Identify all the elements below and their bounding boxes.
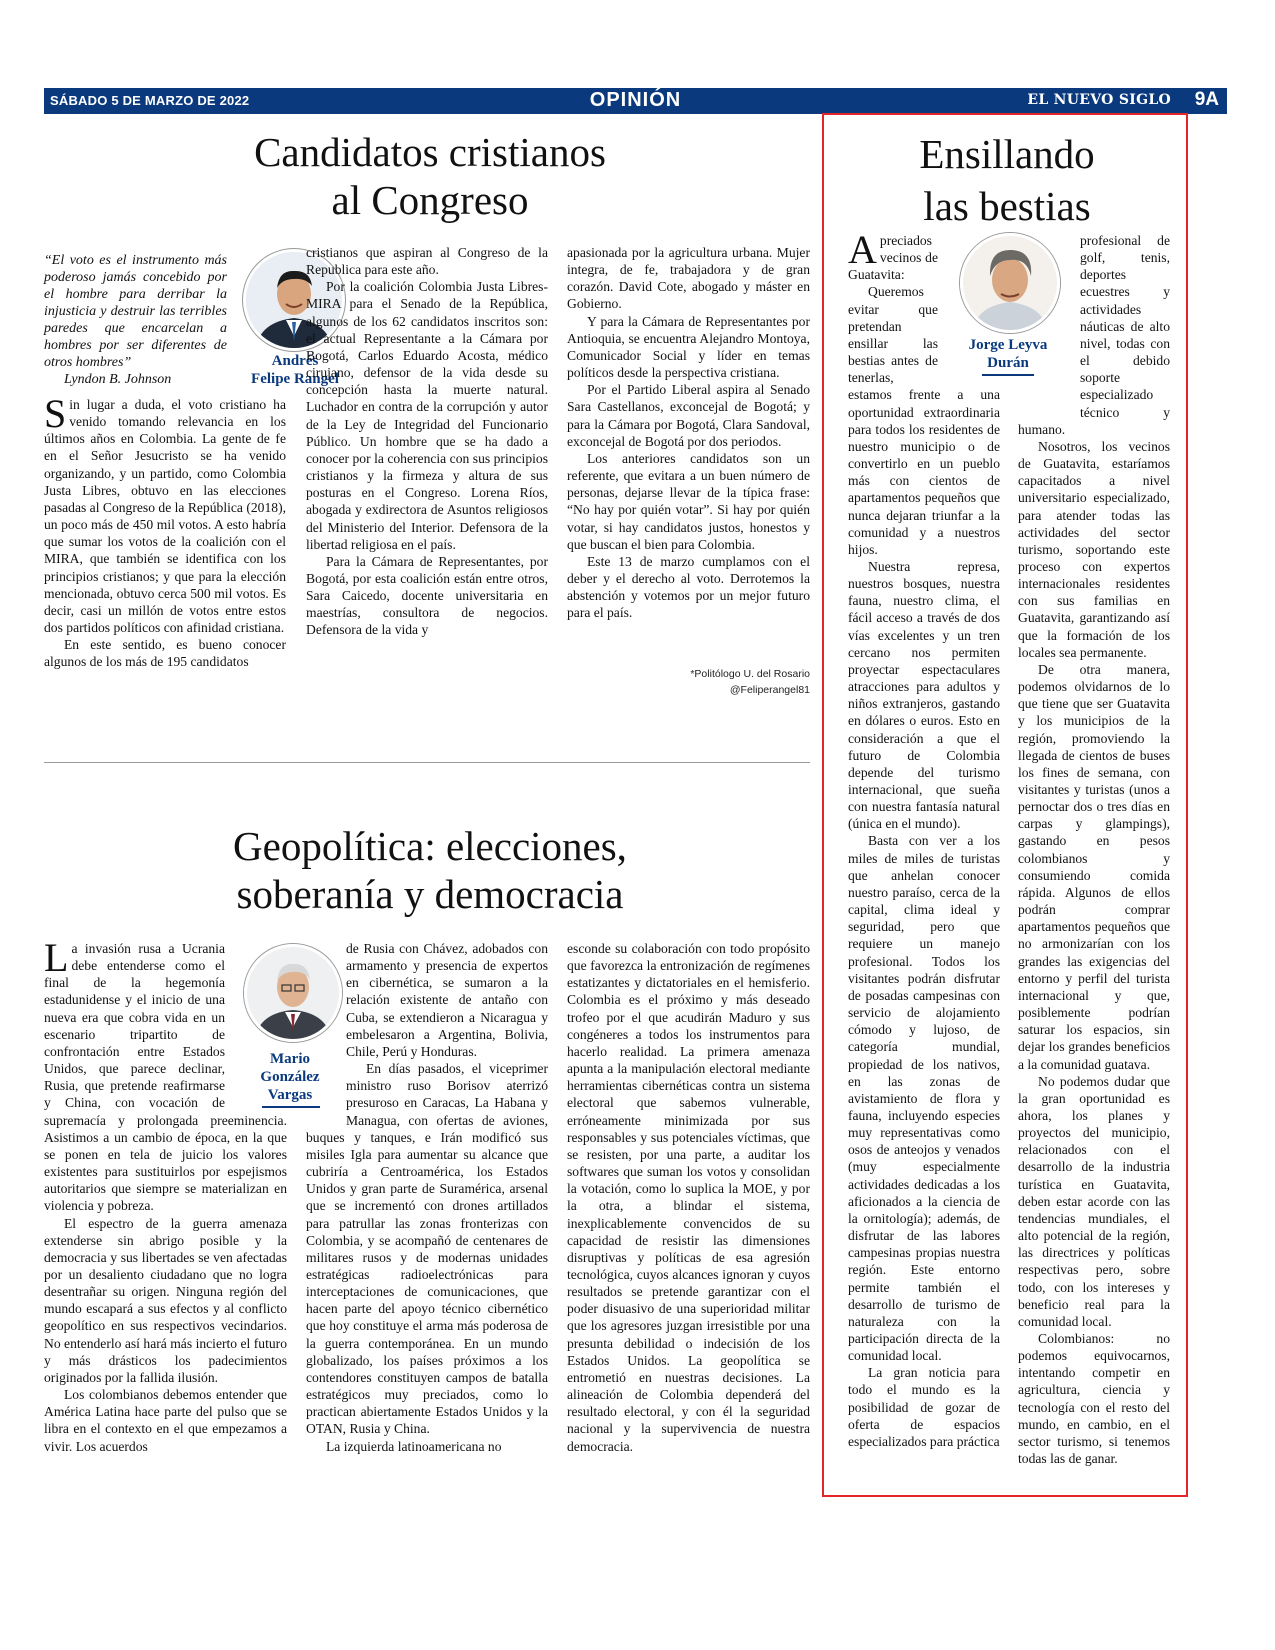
paragraph: El espectro de la guerra amenaza extenderse sin abrigo posible y la democracia y sus libertades se ven afectadas por un desaliento ciudadano que no logra desentrañar su origen. Ninguna región del mundo escapará a sus efectos y al conflicto geopolítico en sus respectivos vecindarios. No entenderlo así hará más incierto el futuro y más drásticos los padecimientos originados por la fallida ilusión. [44,1215,287,1385]
article1-column-2 [306,244,548,639]
article2-column-1 [44,935,287,1455]
issue-date: SÁBADO 5 DE MARZO DE 2022 [50,93,250,108]
paragraph: apasionada por la agricultura urbana. Mujer integra, de fe, trabajadora y de gran corazón. David Cote, abogado y máster en Gobierno. [567,245,810,312]
photo-wrap-spacer [306,940,346,1125]
paragraph [44,391,286,636]
article1-headline [150,128,710,225]
article1-column-1 [44,391,286,671]
author-last-name-2: Vargas [267,1087,313,1103]
author-first-name: Mario [270,1051,310,1067]
paragraph: Nuestra represa, nuestros bosques, nuestra fauna, nuestro clima, el fácil acceso a través de dos vías excelentes y un tren cercano nos permiten proyectar espectaculares atracciones para adultos y niños extranjeros, gastando en dólares o euros. Esto en consideración a que el futuro de Colombia depende del turismo internacional, que sueña con nuestra fantasía natural (única en el mundo). [848,558,1000,832]
paragraph: De otra manera, podemos olvidarnos de lo que tiene que ser Guatavita y los municipios de la región, promoviendo la llegada de cientos de buses los fines de semana, con visitantes y turistas (unos a pernoctar dos o tres días en carpas y glampings), gastando en pesos colombianos y consumiendo comida rápida. Algunos de ellos podrán comprar apartamentos pequeños que no armonizarían con los grandes las exigencias del entorno y perfil del turista internacional y que, posiblemente podrían saturar los espacios, sin dejar los grandes beneficios a la comunidad guatava. [1018,661,1170,1072]
author-last-name-1: González [260,1069,320,1085]
article2-headline-line2: soberanía y democracia [236,871,624,918]
paragraph: La gran noticia para todo el mundo es la posibilidad de gozar de oferta de espacios especializados para práctica [848,1365,1000,1449]
drop-cap: L [44,935,69,980]
paragraph: La izquierda latinoamericana no [326,1438,502,1454]
article2-headline-line1: Geopolítica: elecciones, [233,823,627,869]
paragraph: Por la coalición Colombia Justa Libres-MIRA para el Senado de la República, algunos de los 62 candidatos inscritos son: el actual Representante a la Cámara por Bogotá, Carlos Eduardo Acosta, médico cirujano, defensor de la vida desde su concepción hasta la muerte natural. Luchador en contra de la corrupción y autor de la Ley de Integridad del Funcionario Público. Un hombre que se ha dado a conocer por la coherencia con sus principios cristianos y la firmeza y altura de sus posturas en el Congreso. Lorena Ríos, abogada y exdirectora de Asuntos religiosos del Ministerio del Interior. Defensora de la libertad religiosa en el país. [306,279,548,552]
article3-column-1 [848,227,1000,1450]
paragraph: En días pasados, el viceprimer ministro ruso Borisov aterrizó presuroso en Caracas, La Habana y Managua, con ofertas de aviones, buques y tanques, e Irán modificó sus misiles Igla para aumentar su alcance que cubriría a Centroamérica, los Estados Unidos y gran parte de Suramérica, arsenal que se incrementó con drones artillados para patrullar las zonas fronterizas con Colombia, y se acompañó de centenares de militares rusos y de modernas unidades estratégicas radioelectrónicas para interceptaciones de comunicaciones, que hacen parte del apoyo técnico cibernético que hoy constituye el arma más poderosa de la guerra contemporánea. En un mundo globalizado, los países próximos a los contendores constituyen campos de batalla estratégicos muy preciados, como lo practican abiertamente Estados Unidos y la OTAN, Rusia y China. [306,1061,548,1437]
page-header-bar [44,88,1227,114]
paragraph: Nosotros, los vecinos de Guatavita, estaríamos capacitados a nivel universitario especializado, para atender todas las actividades del sector turismo, soportando este proceso con expertos internacionales residentes con sus familias en Guatavita, garantizando así que la formación de los locales sea permanente. [1018,438,1170,660]
article2-column-3 [567,940,810,1455]
paragraph-text: preciados vecinos de Guatavita: [848,233,938,283]
drop-cap: S [44,391,67,436]
article1-headline-line2: al Congreso [331,177,529,224]
paragraph: Colombianos: no podemos equivocarnos, intentando competir en agricultura, ciencia y tecnología con el resto del mundo, en cambio, en el sector turismo, si tenemos todas las de ganar. [1018,1331,1170,1467]
newspaper-name: EL NUEVO SIGLO [1027,92,1171,108]
article3-headline-line1: Ensillando [919,131,1095,177]
article2-headline [150,822,710,919]
pull-quote-text: “El voto es el instrumento más poderoso jamás concebido por el hombre para derribar la injusticia y destruir las terribles paredes que encarcelan a hombres por ser diferentes de otros hombres” [44,253,227,370]
paragraph: de Rusia con Chávez, adobados con armamento y presencia de expertos en cibernética, se sumaron a la relación existente de antaño con Cuba, se extendieron a Nicaragua y embelesaron a Argentina, Bolivia, Chile, Perú y Honduras. [346,941,548,1059]
paragraph: Basta con ver a los miles de miles de turistas que anhelan conocer nuestro paraíso, cerca de la capital, clima ideal y seguridad, pero que requiere un manejo profesional. Todos los visitantes podrán disfrutar de posadas campesinas con servicio de alojamiento cómodo y lujoso, de categoría mundial, propiedad de los nativos, en las zonas de avistamiento de flora y fauna, incluyendo especies muy representativas como osos de anteojos y venados (muy especialmente actividades dedicadas a los aficionados a la ciencia de la ornitología); además, de disfrutar de las labores campesinas propias nuestra región. Este entorno permite también el desarrollo de turismo de naturaleza con la participación directa de la comunidad local. [848,833,1000,1364]
photo-wrap-spacer [938,232,1000,374]
paragraph: En este sentido, es bueno conocer algunos de los más de 195 candidatos [44,637,286,670]
drop-cap: A [848,227,877,272]
section-title: OPINIÓN [589,89,682,111]
author-first-name: Andrés [271,353,319,369]
paragraph: Para la Cámara de Representantes, por Bogotá, por esta coalición están entre otros, Sara Caicedo, docente universitaria en maestrías, consultora de negocios. Defensora de la vida y [306,553,548,638]
paragraph: Los colombianos debemos entender que América Latina hace parte del pulso que se libra en el contexto en el que empezamos a vivir. Los acuerdos [44,1387,287,1454]
article1-pull-quote [44,252,227,388]
author-name: Jorge Leyva [968,337,1048,353]
paragraph: Por el Partido Liberal aspira al Senado Sara Castellanos, exconcejal de Bogotá; y para la Cámara por Bogotá, Clara Sandoval, exconcejal de Bogotá por dos periodos. [567,382,810,449]
paragraph: Queremos evitar que pretendan ensillar las bestias antes de tenerlas, estamos frente a una oportunidad extraordinaria para todos los residentes de nuestro municipio o de convertirlo en un pueblo más con cientos de apartamentos pequeños que nunca dejaran triunfar a la comunidad y a nuestros hijos. [848,284,1000,557]
author-last-name: Felipe Rangel [251,371,339,387]
paragraph-text: in lugar a duda, el voto cristiano ha venido tomando relevancia en los últimos años en Colombia. La gente de fe en el Señor Jesucristo se ha venido organizando, y un partido, como Colombia Justa Libres, obtuvo en las elecciones pasadas al Congreso de la República (2018), un poco más de 450 mil votos. A esto habría que sumar los votos de la coalición con el MIRA, que también se identifica con los principios cristianos; y que para la elección mencionada, obtuvo cerca 500 mil votos. Es decir, casi un millón de votos entre estos dos partidos políticos con afinidad cristiana. [44,397,286,636]
paragraph-text: a invasión rusa a Ucrania debe entenderse como el final de la hegemonía estadunidense y el inicio de una nueva era que cobra vida en un escenario tripartito de confrontación entre Estados Unidos, que parece declinar, Rusia, que pretende reafirmarse y China, con vocación de supremacía y prolongada preeminencia. Asistimos a un cambio de época, en la que se ponen en tela de juicio los valores existentes para sustituirlos por espejismos autoritarios que siempre se materializan en violencia y pobreza. [44,941,287,1214]
article3-headline [842,128,1172,233]
paragraph: Los anteriores candidatos son un referente, que evitara a un buen número de personas, dejarse llevar de la típica frase: “No hay por quién votar”. Si hay por quién votar, si hay candidatos justos, honestos y que buscan el bien para Colombia. [567,450,810,552]
paragraph: Y para la Cámara de Representantes por Antioquia, se encuentra Alejandro Montoya, Comunicador Social y líder en temas políticos desde la perspectiva cristiana. [567,313,810,381]
article2-column-2 [306,940,548,1455]
article-divider [44,762,810,763]
page-number: 9A [1194,89,1219,110]
pull-quote-author: Lyndon B. Johnson [64,372,172,387]
paragraph: No podemos dudar que la gran oportunidad es ahora, los planes y proyectos del municipio, relacionados con el desarrollo de la industria turística en Guatavita, deben estar acorde con las tendencias mundiales, el alto potencial de la región, las directrices y políticas respectivas pero, sobre todo, con los intereses y beneficio real para la comunidad local. [1018,1073,1170,1329]
photo-wrap-spacer [225,940,287,1110]
author-social-handle: @Feliperangel81 [729,684,810,696]
author-last-name: Durán [987,355,1029,371]
author-credit [620,666,810,698]
paragraph: esconde su colaboración con todo propósito que favorezca la entronización de regímenes estatizantes y dictatoriales en el hemisferio. Colombia es el próximo y más deseado trofeo por el que acudirán Maduro y sus congéneres a todos los instrumentos para hacerlo realidad. La primera amenaza apunta a la manipulación electoral mediante herramientas cibernéticas contra un sistema electoral que sabemos vulnerable, erróneamente minimizada por sus responsables y sus potenciales víctimas, que se resisten, por una parte, a auditar los softwares que suman los votos y consolidan la votación, como lo suplica la MOE, y por la otra, a blindar el sistema, inexplicablemente convencidos de su capacidad de resistir las dimensiones disruptivas y políticas de esa agresión tecnológica, cuyos alcances ignoran y cuyos resultados se pretende garantizar con el poder disuasivo de una superioridad militar que los agresores juzgan irresistible por una presunta debilidad o indecisión de los Estados Unidos. La geopolítica se entrometió en nuestras decisiones. La alineación de Colombia dependerá del resultado electoral, y con él la seguridad nacional y la supervivencia de nuestra democracia. [567,941,810,1454]
photo-wrap-spacer [1018,232,1080,410]
paragraph: Este 13 de marzo cumplamos con el deber y el derecho al voto. Derrotemos la abstención y votemos por un mejor futuro para el país. [567,553,810,621]
article1-column-3 [567,244,810,621]
article3-headline-line2: las bestias [923,183,1091,230]
article3-column-2 [1018,232,1170,1467]
author-affiliation: *Politólogo U. del Rosario [690,668,810,680]
paragraph: cristianos que aspiran al Congreso de la Republica para este año. [306,245,548,278]
article1-headline-line1: Candidatos cristianos [254,129,606,175]
paragraph: profesional de golf, tenis, deportes ecuestres y actividades náuticas de alto nivel, todas con el debido soporte especializado técnico y humano. [1018,233,1170,437]
